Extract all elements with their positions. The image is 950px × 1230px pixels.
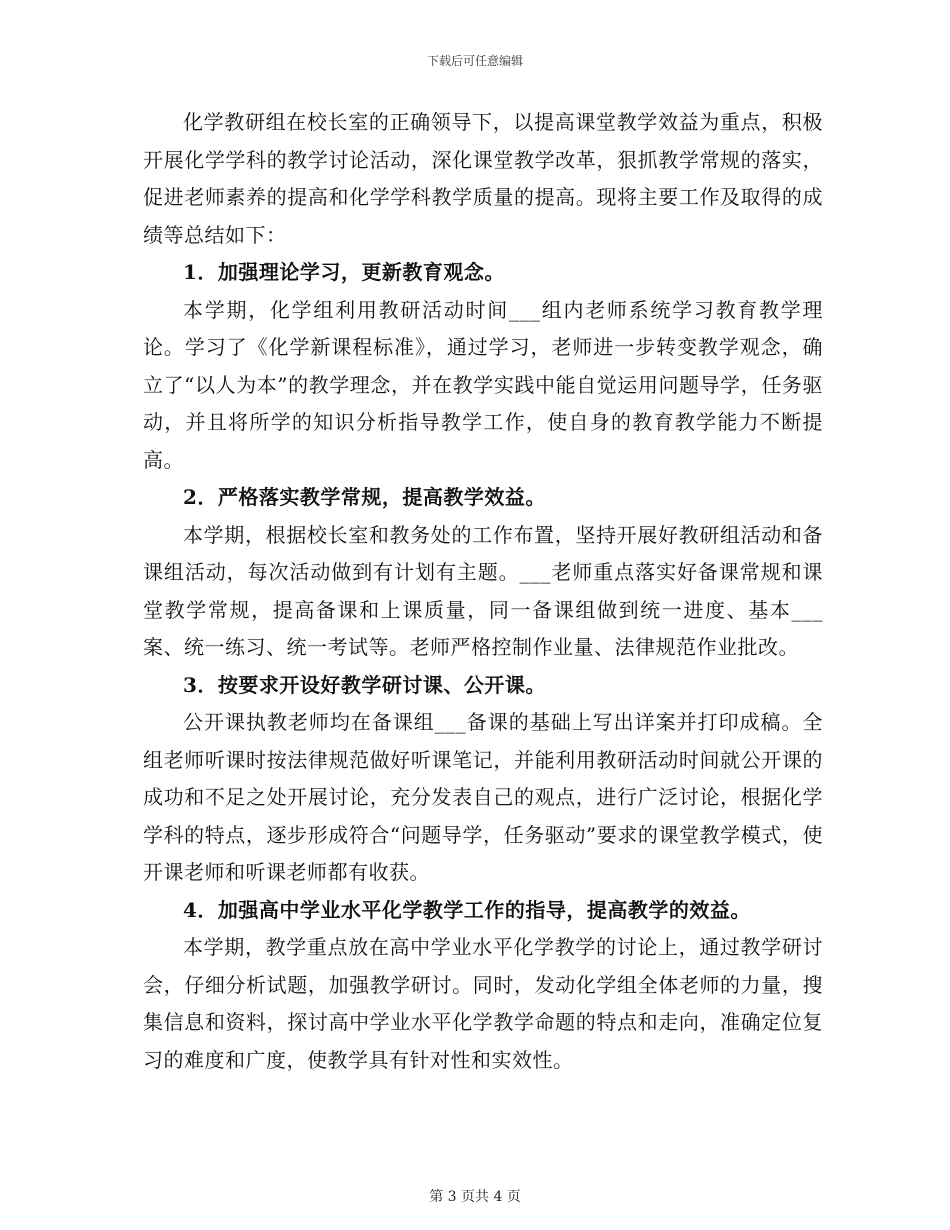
section-heading-1: 1．加强理论学习，更新教育观念。: [183, 260, 505, 284]
section-heading-2: 2．严格落实教学常规，提高教学效益。: [183, 485, 546, 509]
section-paragraph-1: 本学期，化学组利用教研活动时间___组内老师系统学习教育教学理论。学习了《化学新课程标准》，通过学习，老师进一步转变教学观念，确立了“以人为本”的教学理念，并在教学实践中能自觉运用问题导学，任务驱动，并且将所学的知识分析指导教学工作，使自身的教育教学能力不断提高。: [143, 297, 823, 472]
page-header: 下载后可任意编辑: [426, 54, 523, 68]
section-heading-3: 3．按要求开设好教学研讨课、公开课。: [183, 672, 546, 697]
section-heading-4: 4．加强高中学业水平化学教学工作的指导，提高教学的效益。: [183, 897, 751, 922]
section-paragraph-4: 本学期，教学重点放在高中学业水平化学教学的讨论上，通过教学研讨会，仔细分析试题，加强教学研讨。同时，发动化学组全体老师的力量，搜集信息和资料，探讨高中学业水平化学教学命题的特点和走向，准确定位复习的难度和广度，使教学具有针对性和实效性。: [143, 935, 823, 1072]
intro-paragraph: 化学教研组在校长室的正确领导下，以提高课堂教学效益为重点，积极开展化学学科的教学讨论活动，深化课堂教学改革，狠抓教学常规的落实，促进老师素养的提高和化学学科教学质量的提高。现将主要工作及取得的成绩等总结如下：: [143, 110, 823, 247]
section-paragraph-2: 本学期，根据校长室和教务处的工作布置，坚持开展好教研组活动和备课组活动，每次活动做到有计划有主题。___老师重点落实好备课常规和课堂教学常规，提高备课和上课质量，同一备课组做到统一进度、基本___案、统一练习、统一考试等。老师严格控制作业量、法律规范作业批改。: [143, 522, 823, 659]
section-paragraph-3: 公开课执教老师均在备课组___备课的基础上写出详案并打印成稿。全组老师听课时按法律规范做好听课笔记，并能利用教研活动时间就公开课的成功和不足之处开展讨论，充分发表自己的观点，进行广泛讨论，根据化学学科的特点，逐步形成符合“问题导学，任务驱动”要求的课堂教学模式，使开课老师和听课老师都有收获。: [143, 710, 823, 884]
page-footer: 第 3 页共 4 页: [429, 1189, 521, 1205]
document-body: [143, 104, 823, 1079]
